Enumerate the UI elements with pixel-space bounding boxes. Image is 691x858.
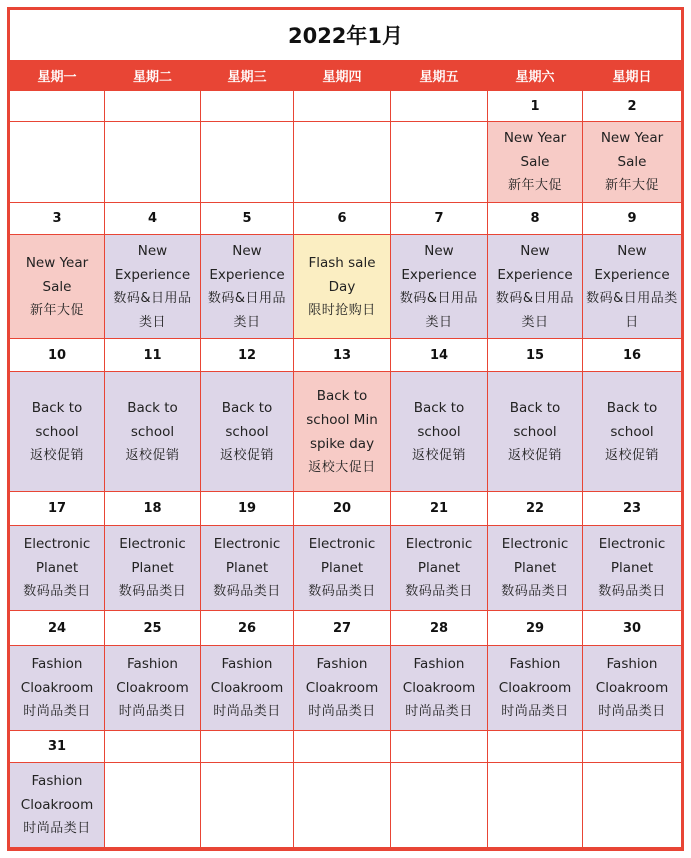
day-number [391, 91, 487, 121]
event-cell [488, 122, 582, 202]
event-name-en: Electronic Planet [598, 536, 666, 576]
event-cell [294, 235, 390, 338]
event-cell [488, 235, 582, 338]
event-cell [391, 372, 487, 491]
event-cell [583, 372, 681, 491]
event-name-en: Back to school [413, 399, 465, 440]
day-number: 28 [391, 611, 487, 645]
event-name-en: New Experience [401, 242, 477, 283]
event-cell [105, 646, 200, 730]
event-name-cn: 时尚品类日 [213, 704, 281, 719]
event-name-cn: 时尚品类日 [598, 704, 666, 719]
day-number: 7 [391, 203, 487, 234]
day-number: 16 [583, 339, 681, 371]
day-number: 9 [583, 203, 681, 234]
event-cell [201, 526, 293, 610]
weekday-header: 星期五 [391, 60, 487, 90]
day-number [201, 731, 293, 762]
empty-event-cell [583, 763, 681, 847]
day-number: 22 [488, 492, 582, 525]
event-name-cn: 返校促销 [125, 447, 180, 463]
event-name-en: New Experience [114, 242, 191, 283]
event-name-cn: 时尚品类日 [405, 704, 473, 719]
event-cell [294, 372, 390, 491]
event-name-cn: 新年大促 [29, 302, 84, 318]
day-number: 8 [488, 203, 582, 234]
day-number [10, 91, 104, 121]
event-name-cn: 数码品类日 [118, 584, 187, 599]
empty-event-cell [10, 122, 104, 202]
day-number [201, 91, 293, 121]
empty-event-cell [391, 122, 487, 202]
empty-event-cell [294, 763, 390, 847]
day-number: 30 [583, 611, 681, 645]
event-name-en: Fashion Cloakroom [20, 656, 94, 696]
event-cell [294, 526, 390, 610]
day-number [294, 91, 390, 121]
event-name-cn: 时尚品类日 [23, 821, 91, 836]
event-cell [105, 235, 200, 338]
event-name-cn: 返校促销 [219, 447, 274, 463]
event-name-cn: 新年大促 [507, 178, 562, 193]
event-name-en: Electronic Planet [119, 536, 186, 576]
event-name-en: New Year Sale [600, 130, 664, 170]
day-number: 2 [583, 91, 681, 121]
event-cell [488, 372, 582, 491]
event-name-en: Back to school [509, 399, 561, 440]
event-name-cn: 返校促销 [507, 447, 562, 463]
event-name-cn: 时尚品类日 [501, 704, 569, 719]
day-number [391, 731, 487, 762]
event-name-cn: 数码品类日 [23, 584, 91, 599]
day-number: 23 [583, 492, 681, 525]
day-number: 13 [294, 339, 390, 371]
day-number [105, 91, 200, 121]
event-name-cn: 返校促销 [29, 447, 84, 463]
event-name-cn: 数码&日用品类日 [495, 290, 575, 330]
event-name-en: Fashion Cloakroom [20, 773, 94, 813]
event-cell [583, 235, 681, 338]
day-number: 19 [201, 492, 293, 525]
event-name-en: Electronic Planet [405, 536, 473, 576]
event-cell [10, 526, 104, 610]
day-number [488, 731, 582, 762]
event-name-en: New Year Sale [25, 254, 89, 295]
event-cell [10, 646, 104, 730]
day-number: 27 [294, 611, 390, 645]
empty-event-cell [201, 122, 293, 202]
event-name-cn: 时尚品类日 [118, 704, 187, 719]
day-number: 5 [201, 203, 293, 234]
event-name-en: Fashion Cloakroom [116, 656, 189, 696]
event-cell [583, 526, 681, 610]
event-name-cn: 时尚品类日 [308, 704, 376, 719]
day-number: 4 [105, 203, 200, 234]
event-cell [488, 526, 582, 610]
day-number: 11 [105, 339, 200, 371]
day-number [294, 731, 390, 762]
event-name-en: Fashion Cloakroom [402, 656, 476, 696]
weekday-header: 星期一 [10, 60, 104, 90]
event-name-cn: 数码&日用品类日 [207, 290, 287, 330]
empty-event-cell [391, 763, 487, 847]
event-name-cn: 限时抢购日 [308, 302, 376, 318]
event-cell [583, 646, 681, 730]
event-name-cn: 数码品类日 [598, 584, 666, 599]
event-name-en: Back to school [127, 399, 178, 440]
event-name-en: Flash sale Day [308, 254, 376, 295]
day-number: 20 [294, 492, 390, 525]
event-name-cn: 数码&日用品类日 [113, 290, 192, 330]
day-number: 6 [294, 203, 390, 234]
day-number: 21 [391, 492, 487, 525]
event-name-cn: 数码品类日 [405, 584, 473, 599]
event-cell [10, 235, 104, 338]
event-name-cn: 数码品类日 [308, 584, 376, 599]
day-number: 31 [10, 731, 104, 762]
event-name-cn: 返校促销 [411, 447, 466, 463]
event-cell [105, 526, 200, 610]
event-name-en: Fashion Cloakroom [305, 656, 379, 696]
event-name-cn: 数码品类日 [501, 584, 569, 599]
day-number: 1 [488, 91, 582, 121]
event-name-en: Back to school [606, 399, 658, 440]
event-name-cn: 返校大促日 [308, 459, 376, 475]
empty-event-cell [105, 122, 200, 202]
day-number: 14 [391, 339, 487, 371]
day-number [105, 731, 200, 762]
empty-event-cell [294, 122, 390, 202]
event-name-cn: 新年大促 [604, 178, 659, 193]
event-cell [391, 526, 487, 610]
event-name-cn: 时尚品类日 [23, 704, 91, 719]
event-cell [391, 646, 487, 730]
event-name-en: New Experience [209, 242, 285, 283]
event-cell [201, 372, 293, 491]
event-name-en: Fashion Cloakroom [498, 656, 572, 696]
event-cell [105, 372, 200, 491]
calendar [7, 7, 684, 851]
event-cell [201, 646, 293, 730]
weekday-header: 星期三 [201, 60, 293, 90]
event-cell [201, 235, 293, 338]
empty-event-cell [488, 763, 582, 847]
event-name-cn: 数码&日用品类日 [399, 290, 479, 330]
weekday-header: 星期四 [294, 60, 390, 90]
event-name-en: New Year Sale [503, 130, 567, 170]
day-number: 29 [488, 611, 582, 645]
empty-event-cell [201, 763, 293, 847]
event-name-cn: 返校促销 [604, 447, 659, 463]
event-name-cn: 数码&日用品类日 [586, 290, 678, 330]
day-number: 17 [10, 492, 104, 525]
day-number: 26 [201, 611, 293, 645]
day-number: 3 [10, 203, 104, 234]
event-cell [583, 122, 681, 202]
day-number: 25 [105, 611, 200, 645]
day-number: 15 [488, 339, 582, 371]
weekday-header: 星期日 [583, 60, 681, 90]
event-name-en: Fashion Cloakroom [595, 656, 669, 696]
event-name-en: Back to school Min spike day [306, 387, 378, 452]
event-name-en: New Experience [594, 242, 670, 283]
event-cell [10, 372, 104, 491]
event-cell [488, 646, 582, 730]
calendar-title: 2022年1月 [10, 10, 681, 60]
empty-event-cell [105, 763, 200, 847]
event-name-cn: 数码品类日 [213, 584, 281, 599]
event-cell [391, 235, 487, 338]
day-number: 18 [105, 492, 200, 525]
day-number: 12 [201, 339, 293, 371]
event-cell [10, 763, 104, 847]
event-cell [294, 646, 390, 730]
event-name-en: Fashion Cloakroom [210, 656, 284, 696]
event-name-en: Electronic Planet [23, 536, 91, 576]
day-number: 24 [10, 611, 104, 645]
day-number [583, 731, 681, 762]
event-name-en: Electronic Planet [308, 536, 376, 576]
day-number: 10 [10, 339, 104, 371]
event-name-en: Electronic Planet [213, 536, 281, 576]
event-name-en: Back to school [31, 399, 83, 440]
weekday-header: 星期二 [105, 60, 200, 90]
event-name-en: Back to school [221, 399, 273, 440]
weekday-header: 星期六 [488, 60, 582, 90]
event-name-en: Electronic Planet [501, 536, 569, 576]
event-name-en: New Experience [497, 242, 573, 283]
